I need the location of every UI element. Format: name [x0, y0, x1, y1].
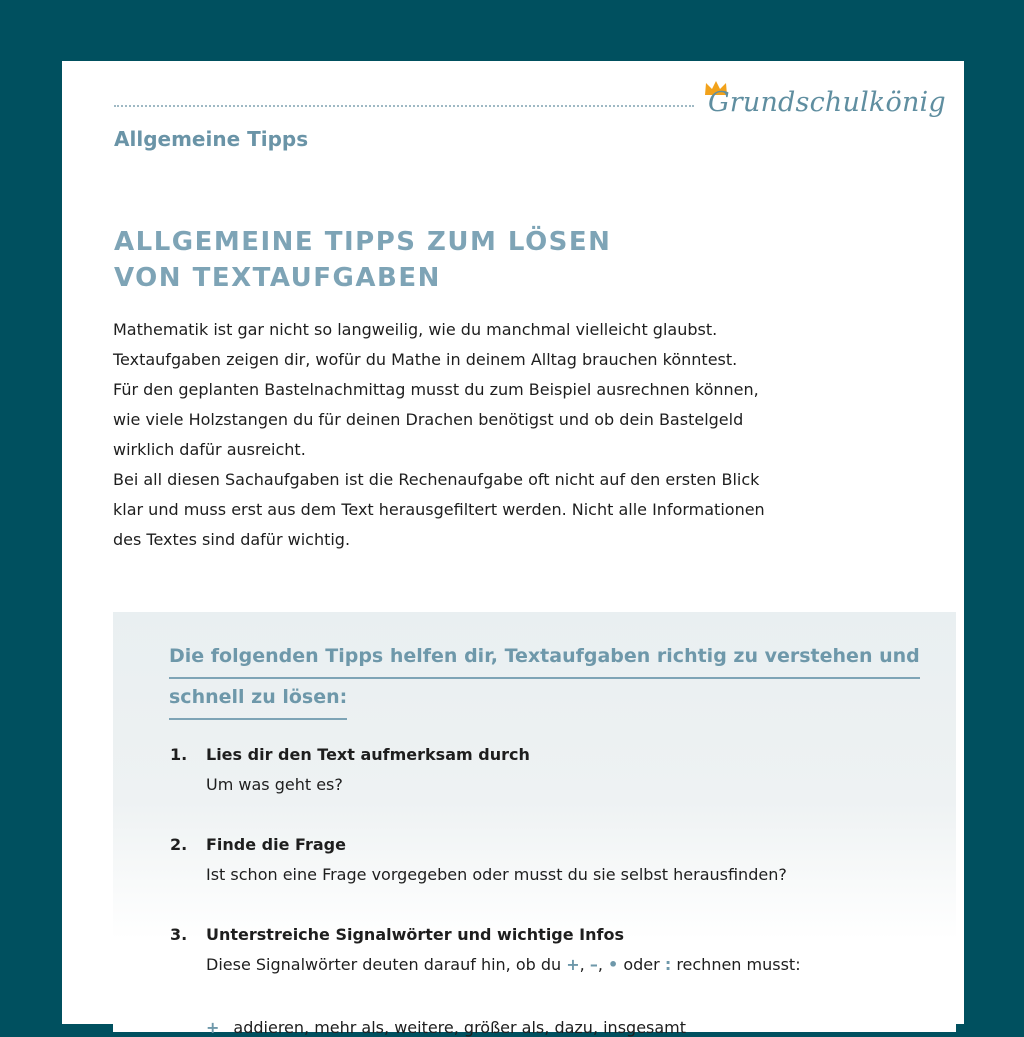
tip-title: Finde die Frage	[206, 835, 346, 854]
tips-box	[113, 612, 956, 1037]
plus-operator: +	[206, 1018, 220, 1037]
tip-number: 3.	[170, 925, 188, 944]
divide-operator: :	[664, 955, 672, 974]
tip-desc-prefix: Diese Signalwörter deuten darauf hin, ob du	[206, 955, 562, 974]
intro-paragraph	[113, 315, 853, 555]
worksheet-page	[62, 61, 964, 1037]
tips-heading	[169, 638, 920, 720]
page-title-line-2: VON TEXTAUFGABEN	[114, 263, 441, 293]
tip-description: Um was geht es?	[206, 775, 343, 794]
intro-line: wie viele Holzstangen du für deinen Drachen benötigst und ob dein Bastelgeld	[113, 410, 744, 429]
tip-item	[170, 830, 801, 890]
intro-line: klar und muss erst aus dem Text herausgefiltert werden. Nicht alle Informationen	[113, 500, 765, 519]
intro-line: des Textes sind dafür wichtig.	[113, 530, 351, 549]
tip-number: 1.	[170, 745, 188, 764]
tip-description: Ist schon eine Frage vorgegeben oder musst du sie selbst herausfinden?	[206, 865, 787, 884]
intro-line: Mathematik ist gar nicht so langweilig, wie du manchmal vielleicht glaubst.	[113, 320, 718, 339]
intro-line: Textaufgaben zeigen dir, wofür du Mathe in deinem Alltag brauchen könntest.	[113, 350, 738, 369]
tip-title: Lies dir den Text aufmerksam durch	[206, 745, 530, 764]
page-title-line-1: ALLGEMEINE TIPPS ZUM LÖSEN	[114, 227, 612, 257]
tip-title: Unterstreiche Signalwörter und wichtige Infos	[206, 925, 624, 944]
tip-item	[170, 920, 801, 980]
intro-line: Bei all diesen Sachaufgaben ist die Rechenaufgabe oft nicht auf den ersten Blick	[113, 470, 760, 489]
tip-desc-or: oder	[623, 955, 660, 974]
page-title	[114, 224, 611, 296]
signal-words-addition	[206, 1018, 686, 1037]
tip-desc-suffix: rechnen musst:	[676, 955, 801, 974]
minus-operator: –	[589, 955, 598, 974]
times-operator: •	[608, 955, 619, 974]
plus-operator: +	[566, 955, 580, 974]
intro-line: Für den geplanten Bastelnachmittag musst du zum Beispiel ausrechnen können,	[113, 380, 759, 399]
signal-words: addieren, mehr als, weitere, größer als, dazu, insgesamt	[233, 1018, 687, 1037]
intro-line: wirklich dafür ausreicht.	[113, 440, 306, 459]
tip-number: 2.	[170, 835, 188, 854]
tip-description: Diese Signalwörter deuten darauf hin, ob du +, –, • oder : rechnen musst:	[206, 955, 801, 974]
section-label: Allgemeine Tipps	[114, 127, 309, 151]
tips-heading-line-1: Die folgenden Tipps helfen dir, Textaufgaben richtig zu verstehen und	[169, 638, 920, 679]
tips-heading-line-2: schnell zu lösen:	[169, 679, 347, 720]
header-dotted-line	[114, 105, 694, 107]
tips-list	[170, 740, 801, 1010]
tip-item	[170, 740, 801, 800]
brand-logo: Grundschulkönig	[708, 87, 946, 118]
